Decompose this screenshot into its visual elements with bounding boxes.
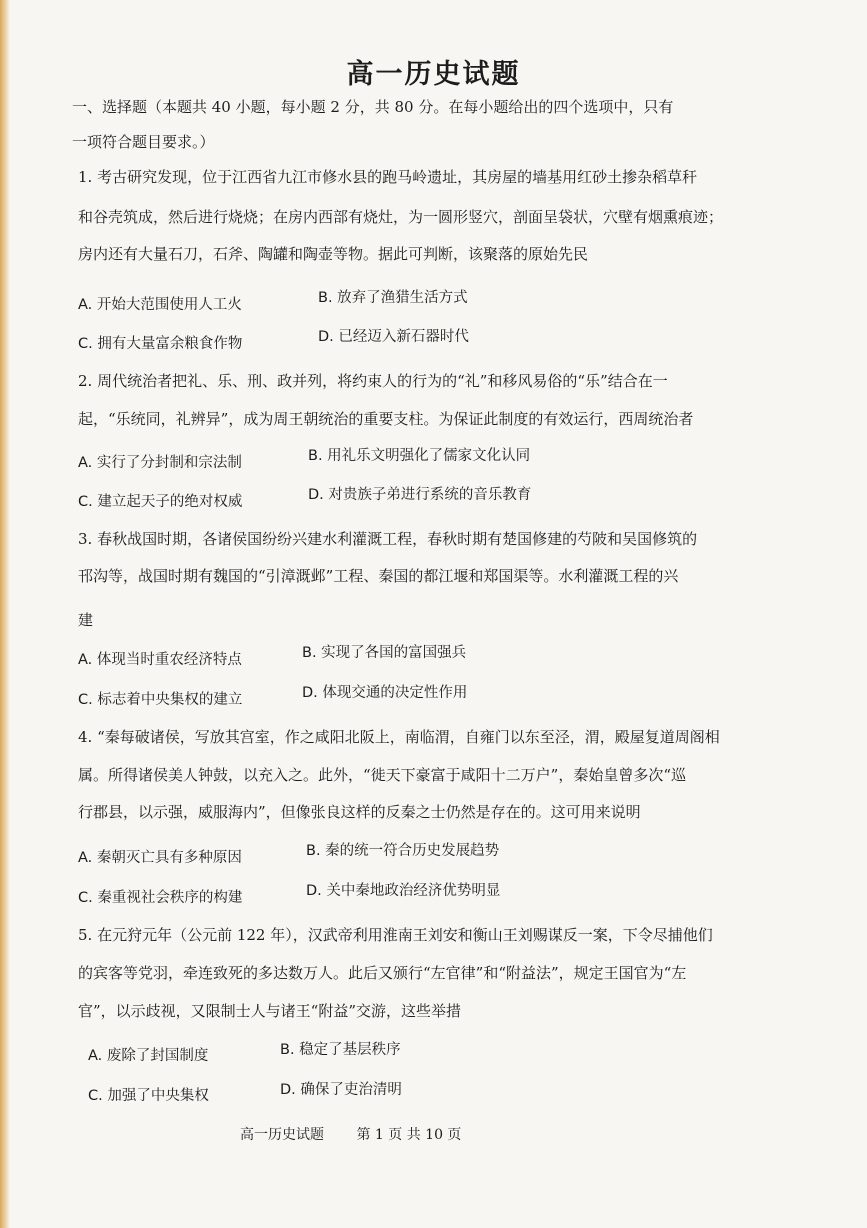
footer-exam-name: 高一历史试题	[240, 1127, 324, 1143]
question-5-option-d: D. 确保了吏治清明	[280, 1082, 402, 1098]
question-3-line-3: 建	[78, 611, 94, 629]
question-5-option-c: C. 加强了中央集权	[88, 1088, 209, 1104]
question-2-option-d: D. 对贵族子弟进行系统的音乐教育	[308, 487, 532, 503]
question-4-option-d: D. 关中秦地政治经济优势明显	[306, 883, 501, 899]
question-2-option-c: C. 建立起天子的绝对权威	[78, 494, 243, 510]
question-3-option-a: A. 体现当时重农经济特点	[78, 652, 242, 668]
question-4-line-2: 属。所得诸侯美人钟鼓，以充入之。此外，“徙天下豪富于咸阳十二万户”，秦始皇曾多次“巡	[78, 766, 687, 784]
question-4-option-b: B. 秦的统一符合历史发展趋势	[306, 843, 500, 859]
question-2-option-b: B. 用礼乐文明强化了儒家文化认同	[308, 448, 531, 464]
scan-edge	[0, 0, 10, 1228]
question-1-option-a: A. 开始大范围使用人工火	[78, 297, 242, 313]
question-3-option-c: C. 标志着中央集权的建立	[78, 692, 243, 708]
footer-page-number: 第 1 页 共 10 页	[356, 1127, 462, 1143]
page-footer	[240, 1124, 489, 1144]
question-5-option-a: A. 废除了封国制度	[88, 1048, 209, 1064]
question-4-option-a: A. 秦朝灭亡具有多种原因	[78, 850, 242, 866]
question-4-option-c: C. 秦重视社会秩序的构建	[78, 890, 243, 906]
section-heading-cont: 一项符合题目要求。）	[72, 133, 215, 151]
page-title: 高一历史试题	[346, 59, 521, 90]
question-5-line-2: 的宾客等党羽，牵连致死的多达数万人。此后又颁行“左官律”和“附益法”，规定王国官为“左	[78, 964, 687, 982]
question-1-option-d: D. 已经迈入新石器时代	[318, 329, 469, 345]
question-4-line-1: 4. “秦每破诸侯，写放其宫室，作之咸阳北阪上，南临渭，自雍门以东至泾，渭，殿屋复道周阁相	[78, 728, 720, 746]
question-1-line-3: 房内还有大量石刀，石斧、陶罐和陶壶等物。据此可判断，该聚落的原始先民	[78, 245, 589, 263]
question-3-option-d: D. 体现交通的决定性作用	[302, 685, 468, 701]
question-1-line-2: 和谷壳筑成，然后进行烧烧；在房内西部有烧灶，为一圆形竖穴，剖面呈袋状，穴壁有烟熏痕迹；	[78, 208, 724, 226]
question-5-line-1: 5. 在元狩元年（公元前 122 年），汉武帝利用淮南王刘安和衡山王刘赐谋反一案，下令尽捕他们	[78, 926, 713, 944]
question-3-line-1: 3. 春秋战国时期，各诸侯国纷纷兴建水利灌溉工程，春秋时期有楚国修建的芍陂和吴国修筑的	[78, 530, 698, 548]
question-5-option-b: B. 稳定了基层秩序	[280, 1042, 401, 1058]
question-4-line-3: 行郡县，以示强，威服海内”，但像张良这样的反秦之士仍然是存在的。这可用来说明	[78, 803, 641, 821]
section-heading: 一、选择题（本题共 40 小题，每小题 2 分，共 80 分。在每小题给出的四个选项中，只有	[72, 98, 674, 116]
question-2-line-2: 起，“乐统同，礼辨异”，成为周王朝统治的重要支柱。为保证此制度的有效运行，西周统治者	[78, 410, 694, 428]
question-1-option-b: B. 放弃了渔猎生活方式	[318, 290, 468, 306]
question-2-line-1: 2. 周代统治者把礼、乐、刑、政并列，将约束人的行为的“礼”和移风易俗的“乐”结合在一	[78, 372, 668, 390]
question-3-line-2: 邗沟等，战国时期有魏国的“引漳溉邺”工程、秦国的都江堰和郑国渠等。水利灌溉工程的兴	[78, 567, 679, 585]
question-1-line-1: 1. 考古研究发现，位于江西省九江市修水县的跑马岭遗址，其房屋的墙基用红砂土掺杂稻草秆	[78, 168, 698, 186]
question-2-option-a: A. 实行了分封制和宗法制	[78, 455, 242, 471]
question-5-line-3: 官”，以示歧视，又限制士人与诸王“附益”交游，这些举措	[78, 1002, 462, 1020]
question-1-option-c: C. 拥有大量富余粮食作物	[78, 336, 243, 352]
question-3-option-b: B. 实现了各国的富国强兵	[302, 645, 467, 661]
